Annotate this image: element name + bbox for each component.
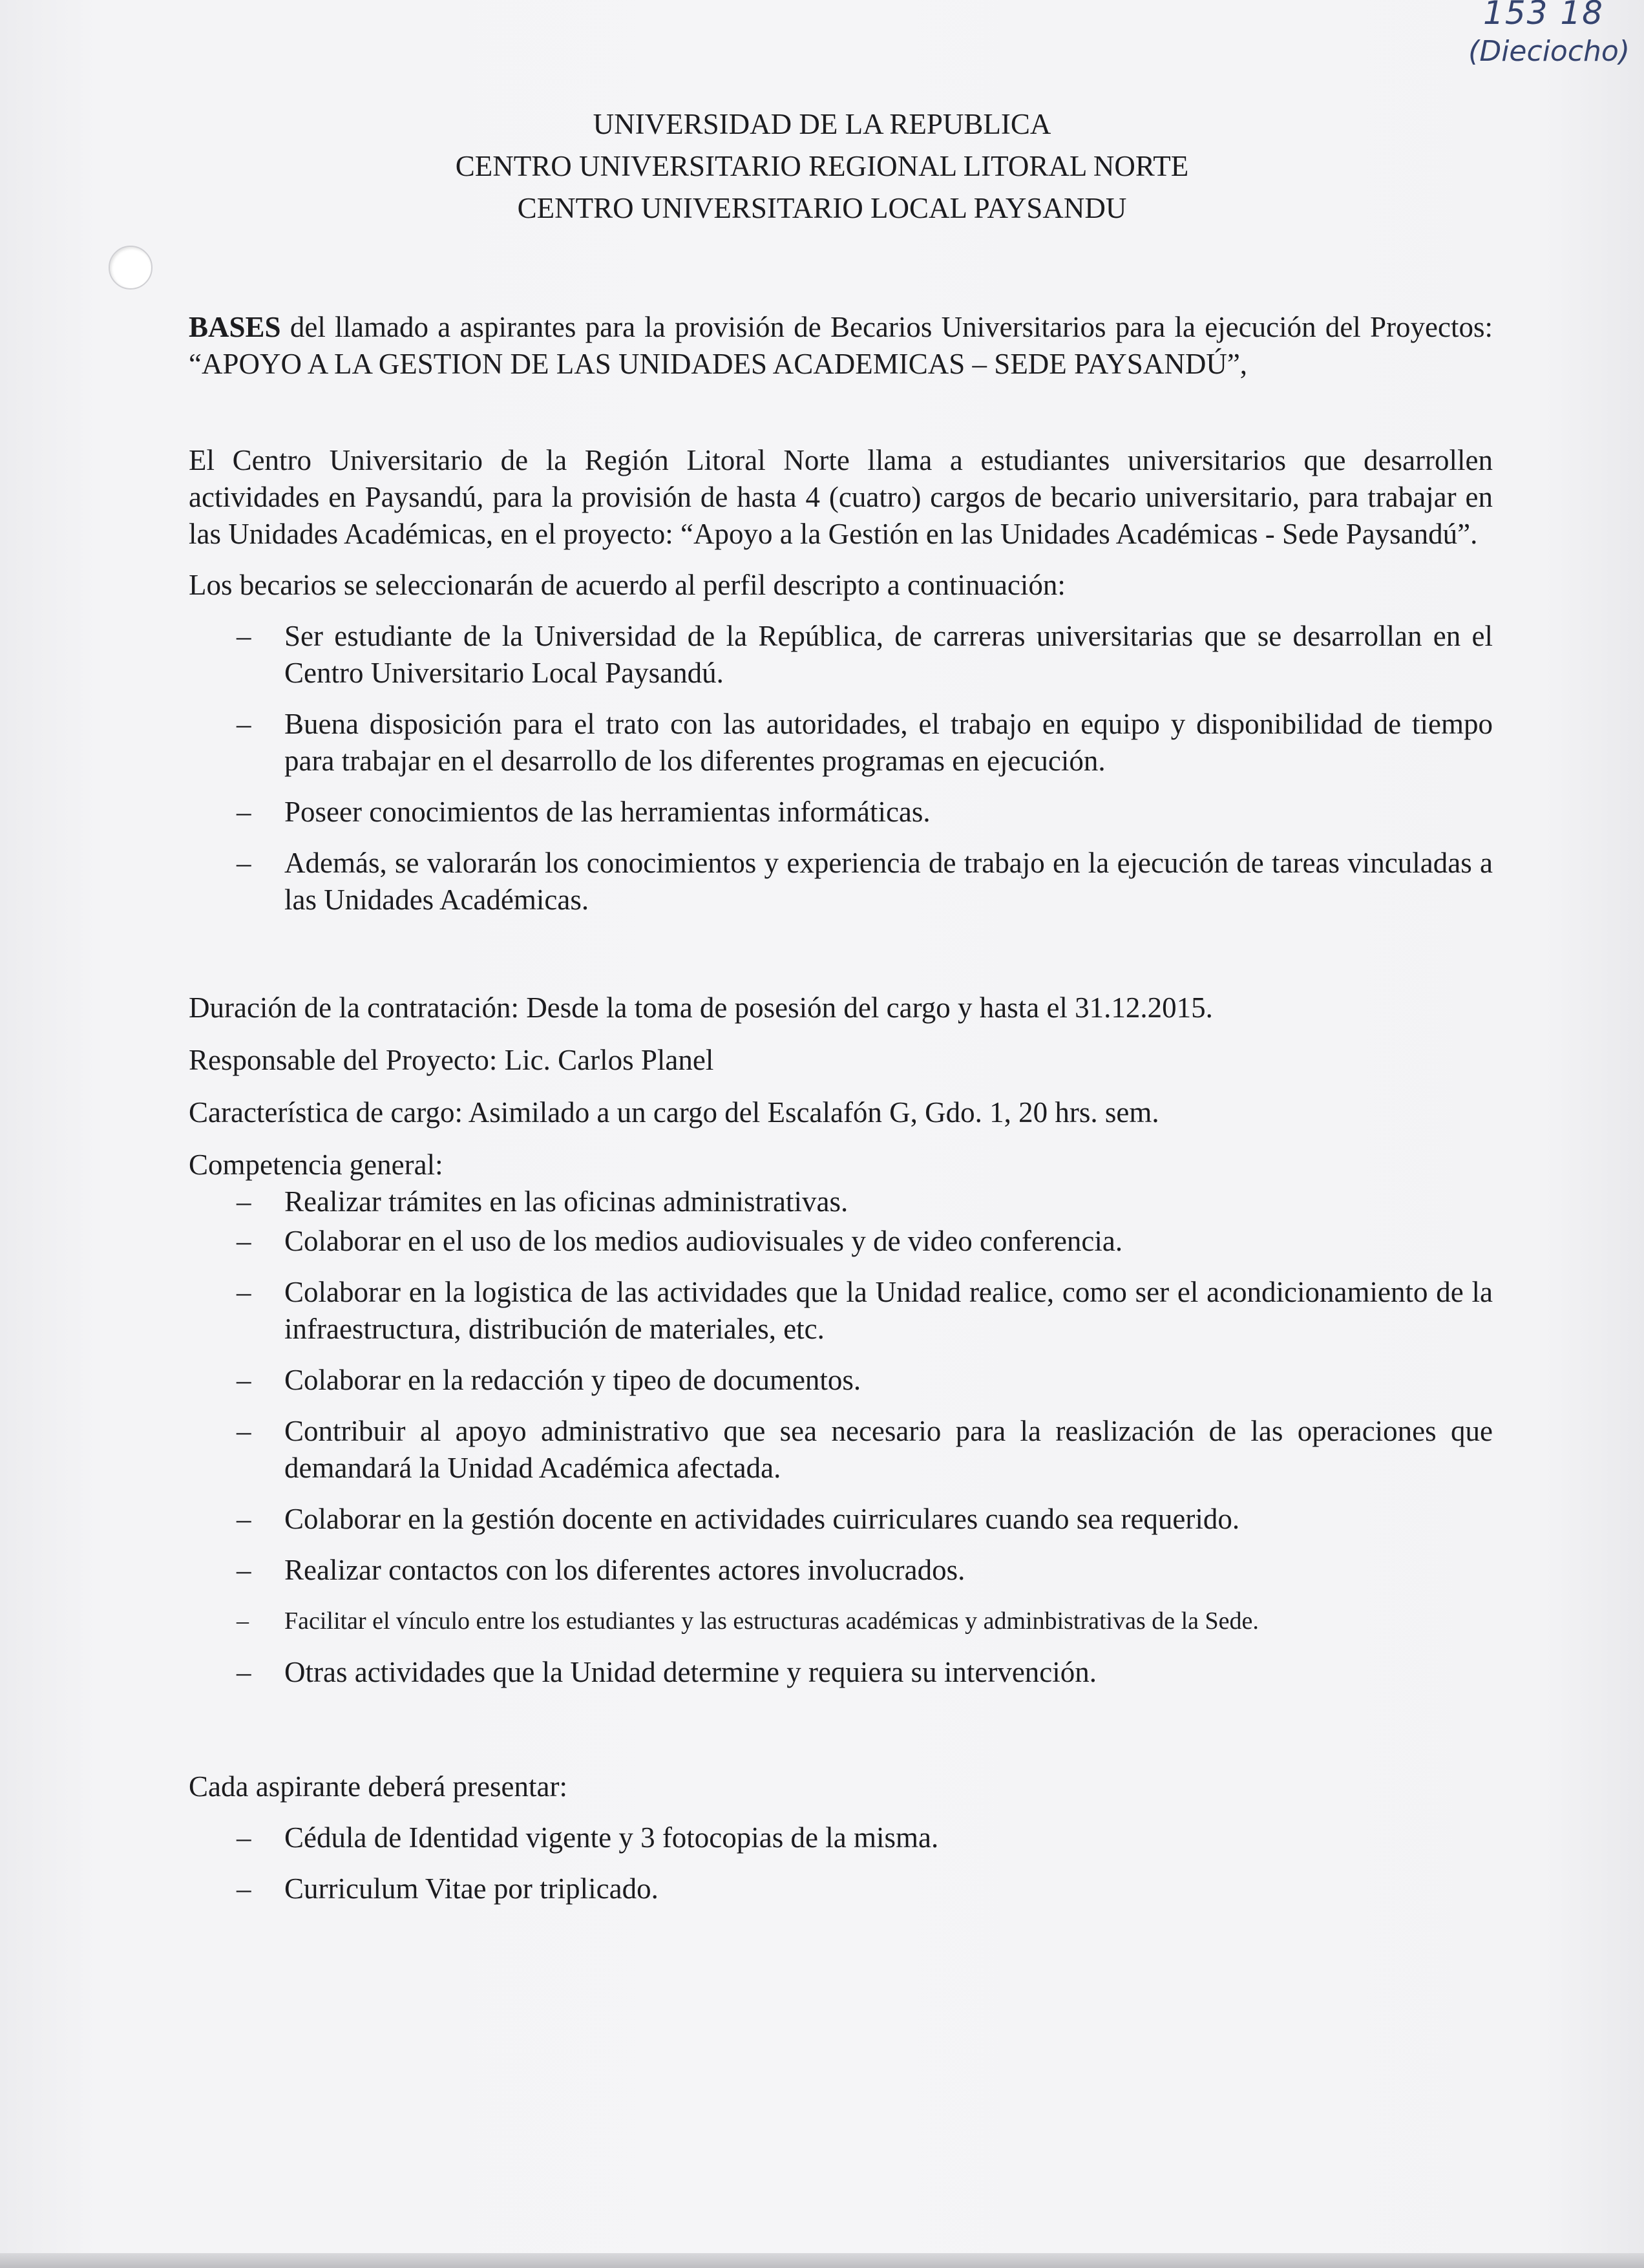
position-characteristic: Característica de cargo: Asimilado a un cargo del Escalafón G, Gdo. 1, 20 hrs. sem. <box>189 1096 1159 1129</box>
handwritten-folio-words: (Dieciocho) <box>1468 35 1630 68</box>
competence-item: – Facilitar el vínculo entre los estudiantes y las estructuras académicas y adminbistrativas de la Sede. <box>189 1603 1493 1640</box>
punch-hole <box>109 246 153 290</box>
competence-title: Competencia general: <box>189 1149 443 1181</box>
profile-item: – Poseer conocimientos de las herramientas informáticas. <box>189 794 1493 831</box>
competence-item: – Otras actividades que la Unidad determine y requiera su intervención. <box>189 1654 1493 1691</box>
competence-item: – Contribuir al apoyo administrativo que sea necesario para la reaslización de las operaciones que demandará la Unidad Académica afectada. <box>189 1413 1493 1487</box>
intro-paragraph <box>189 309 1493 383</box>
intro-text: del llamado a aspirantes para la provisión de Becarios Universitarios para la ejecución del Proyectos: “APOYO A LA GESTION DE LAS UNIDADES ACADEMICAS – SEDE PAYSANDÚ”, <box>189 311 1493 380</box>
page-bottom-edge <box>0 2253 1644 2268</box>
requirement-item: – Curriculum Vitae por triplicado. <box>189 1871 1493 1907</box>
intro-bold-label: BASES <box>189 311 281 343</box>
project-responsible: Responsable del Proyecto: Lic. Carlos Planel <box>189 1044 714 1076</box>
header-regional-center: CENTRO UNIVERSITARIO REGIONAL LITORAL NORTE <box>455 150 1189 182</box>
competence-item: – Realizar trámites en las oficinas administrativas. <box>189 1183 1493 1220</box>
requirements-list <box>189 1819 1493 1907</box>
document-body <box>189 309 1493 1907</box>
competence-item: – Colaborar en el uso de los medios audiovisuales y de video conferencia. <box>189 1223 1493 1260</box>
competence-item: – Colaborar en la logistica de las actividades que la Unidad realice, como ser el acondicionamiento de la infraestructura, distribución de materiales, etc. <box>189 1274 1493 1348</box>
competence-item: – Colaborar en la redacción y tipeo de documentos. <box>189 1362 1493 1399</box>
profile-item: – Buena disposición para el trato con las autoridades, el trabajo en equipo y disponibilidad de tiempo para trabajar en el desarrollo de los diferentes programas en ejecución. <box>189 706 1493 779</box>
requirement-item: – Cédula de Identidad vigente y 3 fotocopias de la misma. <box>189 1819 1493 1856</box>
competence-item: – Colaborar en la gestión docente en actividades cuirriculares cuando sea requerido. <box>189 1501 1493 1538</box>
competence-list <box>189 1183 1493 1691</box>
profile-item: – Ser estudiante de la Universidad de la República, de carreras universitarias que se desarrollan en el Centro Universitario Local Paysandú. <box>189 618 1493 692</box>
handwritten-folio-number: 153 18 <box>1483 0 1604 32</box>
header-university: UNIVERSIDAD DE LA REPUBLICA <box>593 108 1051 140</box>
document-header <box>0 103 1644 229</box>
contract-duration: Duración de la contratación: Desde la toma de posesión del cargo y hasta el 31.12.2015. <box>189 991 1213 1024</box>
handwritten-folio-annotation <box>1436 0 1630 69</box>
requirements-intro: Cada aspirante deberá presentar: <box>189 1770 567 1803</box>
call-paragraph: El Centro Universitario de la Región Litoral Norte llama a estudiantes universitarios que desarrollen actividades en Paysandú, para la provisión de hasta 4 (cuatro) cargos de becario universitario, para trabajar en las Unidades Académicas, en el proyecto: “Apoyo a la Gestión en las Unidades Académicas - Sede Paysandú”. <box>189 444 1493 550</box>
profile-list <box>189 618 1493 918</box>
details-section <box>189 990 1493 1183</box>
competence-item: – Realizar contactos con los diferentes actores involucrados. <box>189 1552 1493 1589</box>
profile-intro: Los becarios se seleccionarán de acuerdo al perfil descripto a continuación: <box>189 569 1066 601</box>
header-local-center: CENTRO UNIVERSITARIO LOCAL PAYSANDU <box>517 192 1127 224</box>
profile-item: – Además, se valorarán los conocimientos y experiencia de trabajo en la ejecución de tareas vinculadas a las Unidades Académicas. <box>189 845 1493 918</box>
